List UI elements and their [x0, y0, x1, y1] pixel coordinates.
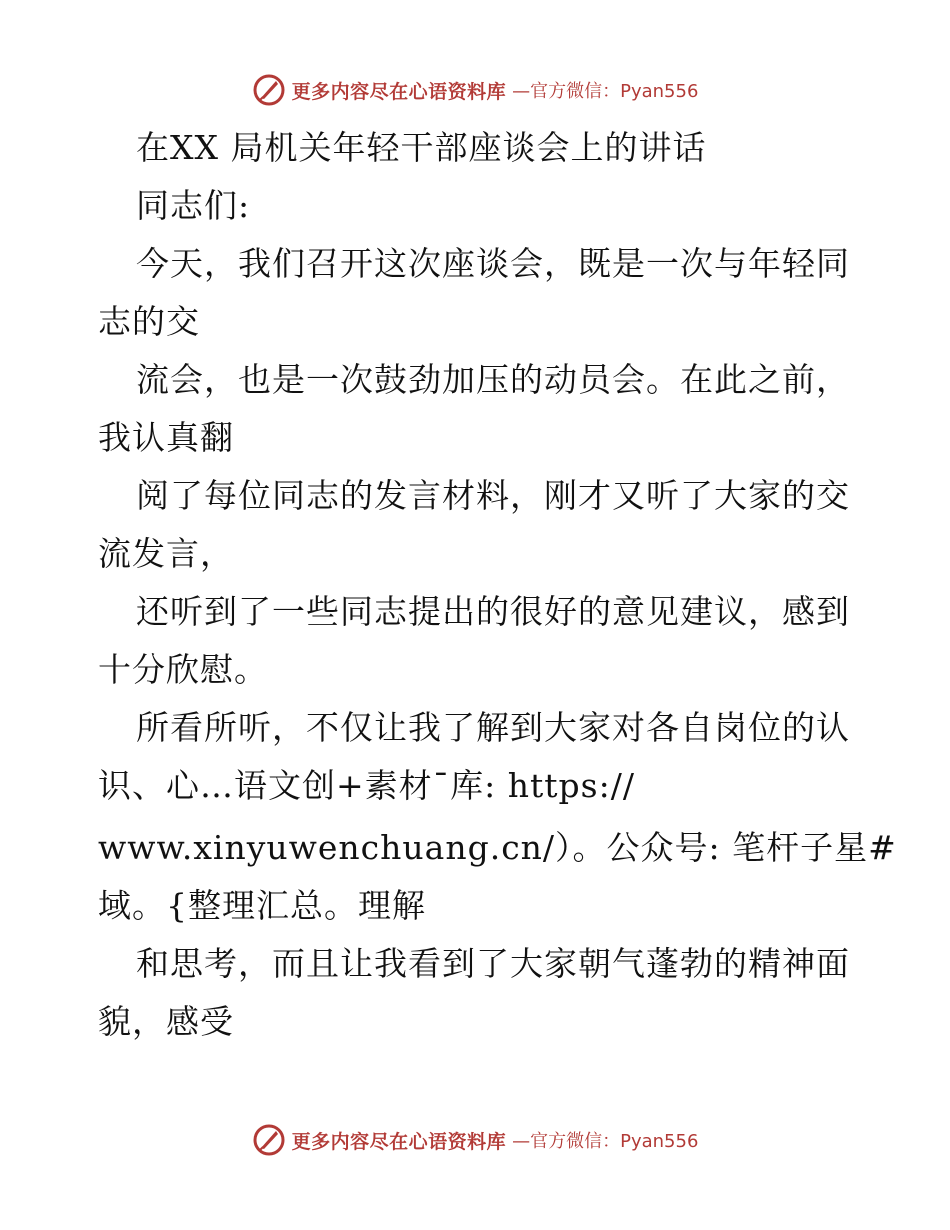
text-line: 和思考，而且让我看到了大家朝气蓬勃的精神面 [136, 944, 850, 983]
text-line: 貌，感受 [98, 1002, 234, 1041]
banner-sub-text: —官方微信：Pyan556 [512, 1131, 699, 1152]
text-line: 域。{整理汇总。理解 [98, 886, 426, 925]
text-line: 志的交 [98, 302, 200, 341]
text-line: 流会，也是一次鼓劲加压的动员会。在此之前， [136, 360, 850, 399]
header-banner [0, 70, 950, 110]
text-line: 阅了每位同志的发言材料，刚才又听了大家的交 [136, 476, 850, 515]
text-line: 我认真翻 [98, 418, 234, 457]
banner-main-text: 更多内容尽在心语资料库 [291, 1130, 507, 1153]
doc-title: 在XX 局机关年轻干部座谈会上的讲话 [136, 128, 707, 167]
banner-main-text: 更多内容尽在心语资料库 [291, 80, 507, 103]
quill-logo-icon [252, 73, 286, 107]
quill-logo-icon [252, 1123, 286, 1157]
text-line: www.xinyuwenchuang.cn/）。公众号: 笔杆子星# [98, 828, 897, 867]
salutation: 同志们: [136, 186, 251, 225]
text-line: 识、心…语文创+素材¯库: https:// [98, 766, 635, 805]
text-line: 所看所听，不仅让我了解到大家对各自岗位的认 [136, 708, 850, 747]
text-line: 十分欣慰。 [98, 650, 268, 689]
text-line: 还听到了一些同志提出的很好的意见建议，感到 [136, 592, 850, 631]
text-line: 流发言， [98, 534, 234, 573]
banner-sub-text: —官方微信：Pyan556 [512, 81, 699, 102]
footer-banner [0, 1120, 950, 1160]
text-line: 今天，我们召开这次座谈会，既是一次与年轻同 [136, 244, 850, 283]
